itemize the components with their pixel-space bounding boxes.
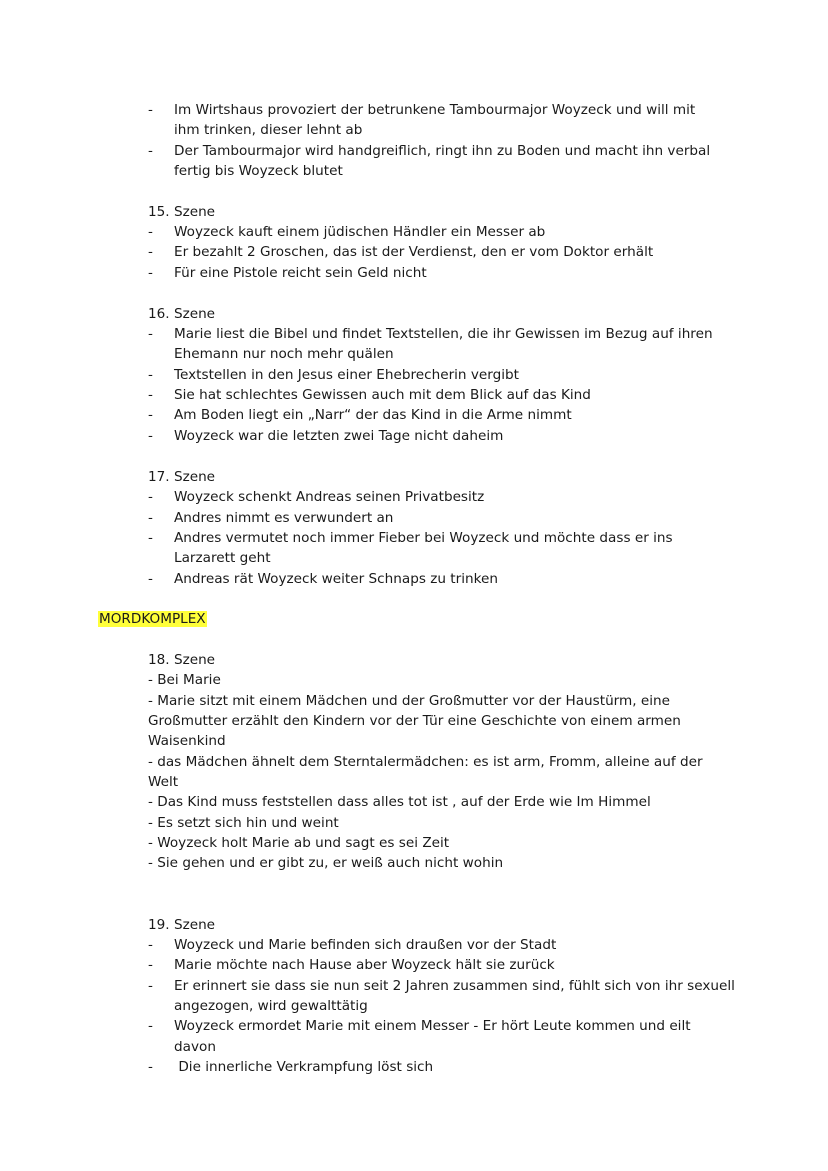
bullet-dash: - (148, 530, 153, 546)
scene-18-line-1: - Bei Marie (148, 672, 221, 688)
scene-16-bullet-1-cont: Ehemann nur noch mehr quälen (174, 346, 394, 362)
section-label (98, 609, 207, 629)
scene-15-bullet-1: Woyzeck kauft einem jüdischen Händler ein Messer ab (174, 224, 546, 240)
bullet-dash: - (148, 244, 153, 260)
scene-17-heading: 17. Szene (148, 469, 216, 485)
bullet-dash: - (148, 224, 153, 240)
bullet-dash: - (148, 489, 153, 505)
scene-15-heading: 15. Szene (148, 204, 216, 220)
scene-16-bullet-4: Am Boden liegt ein „Narr“ der das Kind in die Arme nimmt (174, 407, 572, 423)
scene-18-line-10: - Sie gehen und er gibt zu, er weiß auch nicht wohin (148, 855, 504, 871)
intro-bullet-1: Im Wirtshaus provoziert der betrunkene Tambourmajor Woyzeck und will mit (174, 102, 696, 118)
scene-19-heading: 19. Szene (148, 917, 216, 933)
scene-16-bullet-2: Textstellen in den Jesus einer Ehebrecherin vergibt (174, 367, 519, 383)
scene-17-bullet-4: Andreas rät Woyzeck weiter Schnaps zu trinken (174, 571, 498, 587)
scene-16-bullet-1: Marie liest die Bibel und findet Textstellen, die ihr Gewissen im Bezug auf ihren (174, 326, 713, 342)
bullet-dash: - (148, 102, 153, 118)
scene-15-bullet-2: Er bezahlt 2 Groschen, das ist der Verdienst, den er vom Doktor erhält (174, 244, 654, 260)
scene-19-bullet-5: Die innerliche Verkrampfung löst sich (174, 1059, 434, 1075)
scene-19-bullet-3: Er erinnert sie dass sie nun seit 2 Jahren zusammen sind, fühlt sich von ihr sexuell (174, 978, 735, 994)
intro-bullet-2-cont: fertig bis Woyzeck blutet (174, 163, 343, 179)
scene-18-line-5: - das Mädchen ähnelt dem Sterntalermädchen: es ist arm, Fromm, alleine auf der (148, 754, 703, 770)
scene-16-bullet-3: Sie hat schlechtes Gewissen auch mit dem Blick auf das Kind (174, 387, 591, 403)
scene-17-bullet-3-cont: Larzarett geht (174, 550, 271, 566)
scene-19-bullet-1: Woyzeck und Marie befinden sich draußen vor der Stadt (174, 937, 557, 953)
scene-18-line-9: - Woyzeck holt Marie ab und sagt es sei Zeit (148, 835, 450, 851)
scene-17-bullet-1: Woyzeck schenkt Andreas seinen Privatbesitz (174, 489, 485, 505)
scene-18-line-8: - Es setzt sich hin und weint (148, 815, 339, 831)
scene-19-bullet-2: Marie möchte nach Hause aber Woyzeck hält sie zurück (174, 957, 555, 973)
bullet-dash: - (148, 1018, 153, 1034)
scene-19-bullet-3-cont: angezogen, wird gewalttätig (174, 998, 368, 1014)
scene-15-bullet-3: Für eine Pistole reicht sein Geld nicht (174, 265, 427, 281)
scene-18-line-7: - Das Kind muss feststellen dass alles tot ist , auf der Erde wie Im Himmel (148, 794, 651, 810)
scene-18-line-2: - Marie sitzt mit einem Mädchen und der Großmutter vor der Haustürm, eine (148, 693, 671, 709)
scene-18-line-4: Waisenkind (148, 733, 226, 749)
bullet-dash: - (148, 326, 153, 342)
bullet-dash: - (148, 387, 153, 403)
bullet-dash: - (148, 428, 153, 444)
bullet-dash: - (148, 510, 153, 526)
scene-18-line-6: Welt (148, 774, 179, 790)
section-label-highlight: MORDKOMPLEX (99, 611, 206, 627)
intro-bullet-2: Der Tambourmajor wird handgreiflich, ringt ihn zu Boden und macht ihn verbal (174, 143, 711, 159)
scene-19-bullet-4-cont: davon (174, 1039, 216, 1055)
intro-bullet-1-cont: ihm trinken, dieser lehnt ab (174, 122, 363, 138)
scene-16-bullet-5: Woyzeck war die letzten zwei Tage nicht daheim (174, 428, 504, 444)
bullet-dash: - (148, 143, 153, 159)
bullet-dash: - (148, 367, 153, 383)
scene-17-bullet-3: Andres vermutet noch immer Fieber bei Woyzeck und möchte dass er ins (174, 530, 673, 546)
bullet-dash: - (148, 265, 153, 281)
bullet-dash: - (148, 407, 153, 423)
scene-19-bullet-4: Woyzeck ermordet Marie mit einem Messer - Er hört Leute kommen und eilt (174, 1018, 691, 1034)
scene-18-heading: 18. Szene (148, 652, 216, 668)
scene-16-heading: 16. Szene (148, 306, 216, 322)
bullet-dash: - (148, 978, 153, 994)
bullet-dash: - (148, 957, 153, 973)
scene-18-line-3: Großmutter erzählt den Kindern vor der Tür eine Geschichte von einem armen (148, 713, 681, 729)
bullet-dash: - (148, 1059, 153, 1075)
scene-17-bullet-2: Andres nimmt es verwundert an (174, 510, 394, 526)
bullet-dash: - (148, 937, 153, 953)
bullet-dash: - (148, 571, 153, 587)
